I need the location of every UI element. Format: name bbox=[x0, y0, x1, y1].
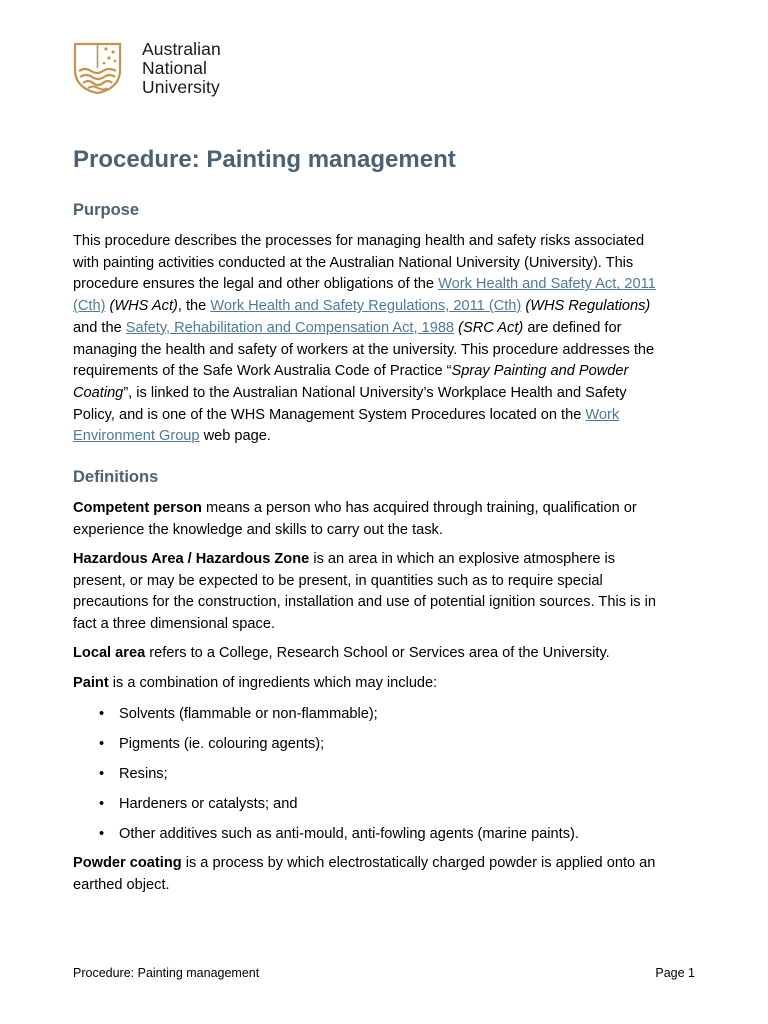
text-line bbox=[73, 571, 698, 593]
text-run: ”, is linked to the Australian National University’s Workplace Health and Safety bbox=[123, 384, 627, 401]
anu-crest-icon bbox=[73, 42, 122, 94]
defined-term: Hazardous Area / Hazardous Zone bbox=[73, 551, 310, 567]
bullet-icon: • bbox=[99, 736, 105, 752]
text-line bbox=[73, 643, 698, 665]
definition-powder-coating bbox=[73, 853, 698, 896]
text-line bbox=[73, 549, 698, 571]
text-line bbox=[73, 296, 698, 318]
text-run: , the bbox=[177, 298, 211, 315]
text-run: web page. bbox=[199, 428, 271, 445]
text-line bbox=[73, 318, 698, 340]
defined-term: Competent person bbox=[73, 500, 202, 516]
text-run: refers to a College, Research School or Services area of the University. bbox=[145, 645, 610, 661]
text-line bbox=[73, 520, 698, 542]
text-run: and the bbox=[73, 319, 126, 336]
text-line bbox=[73, 383, 698, 405]
paint-ingredients-list bbox=[73, 704, 693, 854]
italic-text: (SRC Act) bbox=[458, 319, 524, 336]
defined-term: Powder coating bbox=[73, 855, 182, 871]
page-title: Procedure: Painting management bbox=[73, 146, 456, 173]
bullet-icon: • bbox=[99, 706, 105, 722]
anu-logo bbox=[73, 39, 243, 97]
text-line bbox=[73, 426, 698, 448]
text-run: is an area in which an explosive atmosphere is bbox=[309, 551, 616, 567]
bullet-icon: • bbox=[99, 766, 105, 782]
text-line bbox=[73, 405, 698, 427]
text-line bbox=[73, 875, 698, 897]
definition-paint bbox=[73, 673, 698, 695]
logo-wordmark bbox=[142, 40, 221, 97]
logo-line: Australian bbox=[142, 39, 221, 59]
definition-local-area bbox=[73, 643, 698, 665]
text-line bbox=[73, 361, 698, 383]
defined-term: Local area bbox=[73, 645, 146, 661]
text-line bbox=[73, 253, 698, 275]
logo-line: National bbox=[142, 58, 208, 78]
italic-text: Coating bbox=[73, 384, 124, 401]
document-link[interactable]: Work Health and Safety Regulations, 2011 (Cth) bbox=[210, 298, 522, 315]
footer-page-number: Page 1 bbox=[655, 966, 695, 980]
text-run: present, or may be expected to be present, in quantities such as to require special bbox=[73, 572, 603, 589]
bullet-icon: • bbox=[99, 796, 105, 812]
text-run: are defined for bbox=[523, 319, 622, 336]
logo-line: University bbox=[142, 77, 220, 97]
document-link[interactable]: Safety, Rehabilitation and Compensation Act, 1988 bbox=[125, 319, 455, 336]
text-line bbox=[73, 853, 698, 875]
definition-hazardous-area bbox=[73, 549, 698, 636]
text-line bbox=[73, 614, 698, 636]
text-run: managing the health and safety of workers at the university. This procedure addresses the bbox=[73, 341, 655, 358]
text-line bbox=[73, 340, 698, 362]
text-run: earthed object. bbox=[73, 876, 170, 893]
bullet-icon: • bbox=[99, 826, 105, 842]
list-item: • Solvents (flammable or non-flammable); bbox=[99, 706, 378, 722]
purpose-paragraph bbox=[73, 231, 698, 448]
italic-text: Spray Painting and Powder bbox=[451, 363, 629, 380]
footer-title: Procedure: Painting management bbox=[73, 966, 260, 980]
italic-text: (WHS Regulations) bbox=[525, 298, 651, 315]
text-run: This procedure describes the processes for managing health and safety risks associated bbox=[73, 233, 645, 249]
text-run: experience the knowledge and skills to carry out the task. bbox=[73, 521, 443, 538]
document-link[interactable]: Work Health and Safety Act, 2011 bbox=[438, 276, 656, 293]
text-run: Policy, and is one of the WHS Management System Procedures located on the bbox=[73, 406, 586, 423]
text-run: means a person who has acquired through training, qualification or bbox=[201, 500, 637, 516]
document-link[interactable]: Work bbox=[585, 406, 620, 423]
text-run: precautions for the construction, installation and use of potential ignition sources. This is in bbox=[73, 594, 657, 611]
list-item: • Resins; bbox=[99, 766, 168, 782]
list-item: • Pigments (ie. colouring agents); bbox=[99, 736, 325, 752]
text-line bbox=[73, 592, 698, 614]
text-run: fact a three dimensional space. bbox=[73, 616, 275, 633]
text-line bbox=[73, 673, 698, 695]
definition-competent-person bbox=[73, 498, 698, 541]
text-run: requirements of the Safe Work Australia Code of Practice “ bbox=[73, 363, 452, 380]
defined-term: Paint bbox=[73, 675, 109, 691]
italic-text: (WHS Act) bbox=[109, 298, 178, 315]
definitions-heading: Definitions bbox=[73, 468, 159, 486]
document-link[interactable]: (Cth) bbox=[73, 298, 106, 315]
text-line bbox=[73, 498, 698, 520]
list-item: • Other additives such as anti-mould, anti-fowling agents (marine paints). bbox=[99, 826, 579, 842]
document-link[interactable]: Environment Group bbox=[73, 428, 200, 445]
text-line bbox=[73, 274, 698, 296]
list-item: • Hardeners or catalysts; and bbox=[99, 796, 298, 812]
text-run: is a combination of ingredients which may include: bbox=[108, 675, 438, 691]
text-run: procedure ensures the legal and other obligations of the bbox=[73, 276, 439, 293]
text-run: is a process by which electrostatically charged powder is applied onto an bbox=[181, 855, 656, 871]
purpose-heading: Purpose bbox=[73, 201, 140, 219]
text-run: with painting activities conducted at the Australian National University (University). This bbox=[73, 254, 634, 271]
text-line bbox=[73, 231, 698, 253]
